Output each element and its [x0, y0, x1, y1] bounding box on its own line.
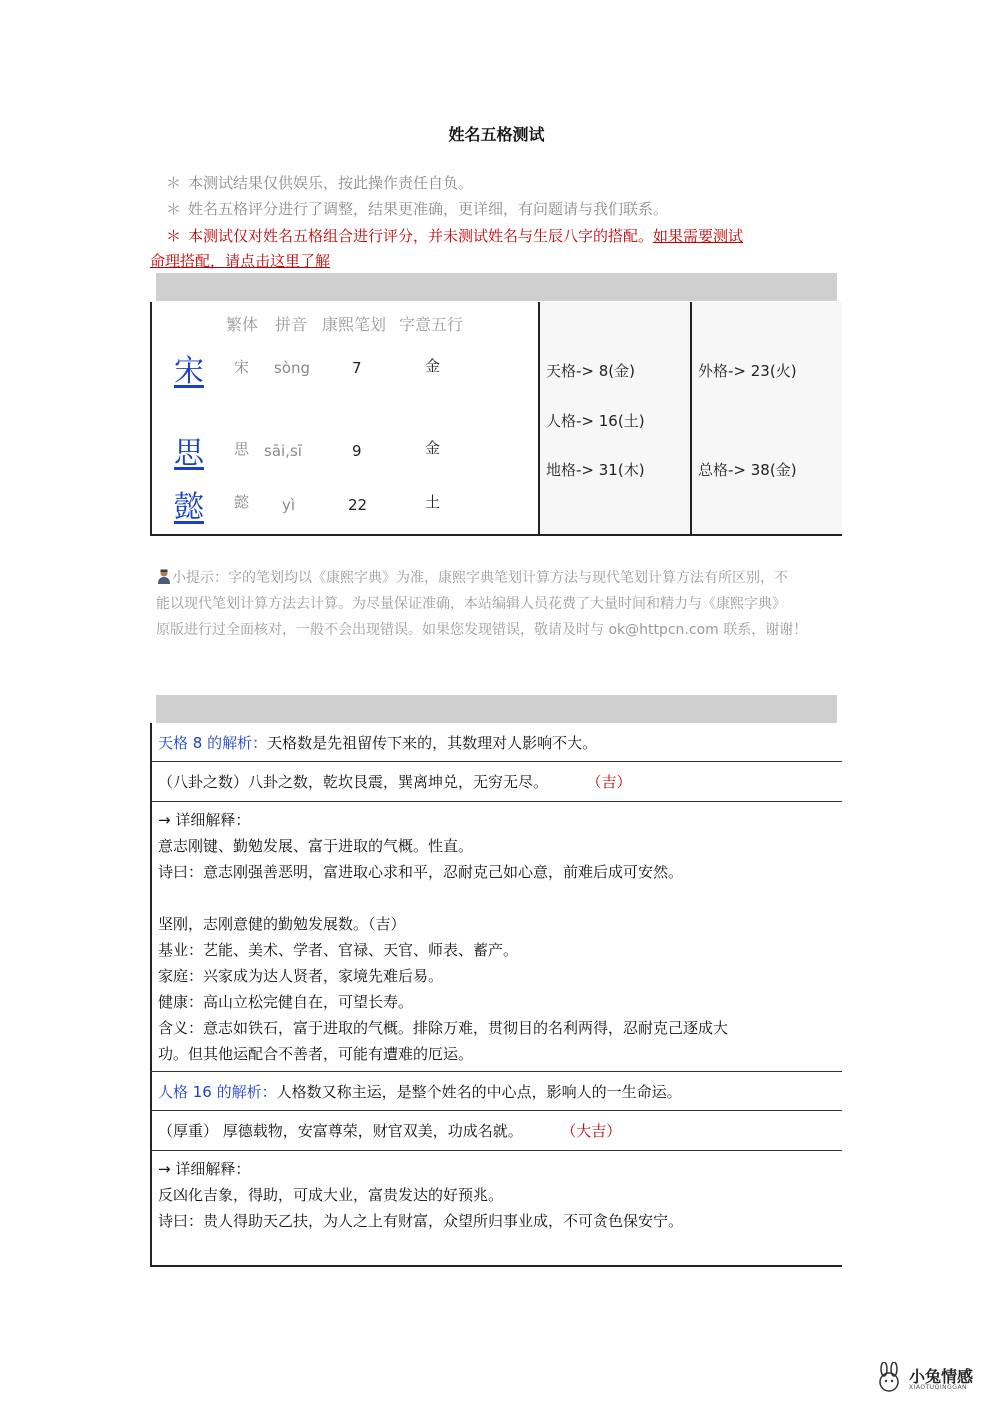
person-icon — [156, 567, 172, 583]
pinyin-1: sòng — [274, 359, 311, 377]
renge-detail-line: 诗曰：贵人得助天乙扶，为人之上有财富，众望所归事业成，不可贪色保安宁。 — [158, 1212, 684, 1230]
element-2: 金 — [425, 439, 441, 457]
divider — [150, 801, 842, 802]
result-header-bar — [156, 273, 837, 301]
renge-analysis-desc: 人格数又称主运，是整个姓名的中心点，影响人的一生命运。 — [276, 1083, 682, 1101]
warning-line-2 — [150, 250, 330, 271]
tiange-detail-line: 家庭：兴家成为达人贤者，家境先难后易。 — [158, 967, 444, 985]
tiange-analysis-label: 天格 8 的解析： — [158, 734, 268, 752]
bazi-link-part2[interactable]: 命理搭配，请点击这里了解 — [150, 252, 331, 270]
renge-detail-line: 反凶化吉象，得助，可成大业，富贵发达的好预兆。 — [158, 1186, 504, 1204]
table-divider-1 — [538, 302, 540, 536]
header-traditional: 繁体 — [226, 315, 259, 334]
tiange-analysis-row — [158, 732, 597, 753]
header-element: 字意五行 — [399, 315, 464, 334]
table-border-left — [150, 302, 152, 536]
trad-char-3: 懿 — [234, 493, 250, 511]
analysis-header-bar — [156, 695, 837, 723]
table-border-bottom — [150, 534, 842, 536]
strokes-3: 22 — [348, 496, 368, 514]
tip-line-1 — [156, 565, 838, 591]
note-text: 本测试结果仅供娱乐，按此操作责任自负。 — [188, 174, 474, 192]
dige-value: 地格-> 31(木) — [546, 461, 645, 479]
name-strokes-table — [150, 302, 842, 536]
element-1: 金 — [425, 357, 441, 375]
brand-subtitle: XIAOTUQINGGAN — [909, 1384, 968, 1391]
analysis-border-bottom — [150, 1265, 842, 1267]
note-text: 姓名五格评分进行了调整，结果更准确，更详细，有问题请与我们联系。 — [188, 200, 669, 218]
element-3: 土 — [425, 493, 441, 511]
divider — [150, 1110, 842, 1111]
tiange-detail-line: 意志刚键、勤勉发展、富于进取的气概。性直。 — [158, 837, 474, 855]
analysis-table — [150, 723, 842, 1267]
table-divider-2 — [690, 302, 692, 536]
name-char-2[interactable]: 思 — [174, 436, 204, 471]
header-strokes: 康熙笔划 — [322, 315, 387, 334]
brand-name: 小兔情感 — [909, 1367, 974, 1386]
tiange-analysis-desc: 天格数是先祖留传下来的，其数理对人影响不大。 — [267, 734, 598, 752]
divider — [150, 1150, 842, 1151]
trad-char-1: 宋 — [234, 358, 250, 376]
warning-star: ＊ — [166, 227, 182, 245]
tiange-detail — [158, 807, 834, 1067]
name-char-3[interactable]: 懿 — [174, 490, 204, 525]
tiange-detail-line: 诗曰：意志刚强善恶明，富进取心求和平，忍耐克己如心意，前难后成可安然。 — [158, 863, 684, 881]
note-1 — [166, 172, 473, 193]
strokes-1: 7 — [352, 359, 362, 377]
divider — [150, 1071, 842, 1072]
renge-value: 人格-> 16(土) — [546, 412, 645, 430]
tiange-detail-head: → 详细解释： — [158, 811, 251, 829]
trad-char-2: 思 — [234, 440, 250, 458]
tip-text-1: 小提示：字的笔划均以《康熙字典》为准，康熙字典笔划计算方法与现代笔划计算方法有所区别，不 — [172, 570, 788, 586]
name-char-1[interactable]: 宋 — [174, 354, 204, 389]
warning-text: 本测试仅对姓名五格组合进行评分，并未测试姓名与生辰八字的搭配。 — [188, 227, 654, 245]
renge-analysis-label: 人格 16 的解析： — [158, 1083, 277, 1101]
tiange-summary-row — [158, 771, 632, 792]
tiange-detail-line: 功。但其他运配合不善者，可能有遭难的厄运。 — [158, 1045, 474, 1063]
renge-summary: （厚重） 厚德载物，安富尊荣，财官双美，功成名就。 — [158, 1122, 523, 1140]
tip-text-2: 能以现代笔划计算方法去计算。为尽量保证准确，本站编辑人员花费了大量时间和精力与《康熙字典》 — [156, 596, 786, 612]
tiange-detail-blank — [158, 885, 834, 911]
renge-luck: （大吉） — [568, 1122, 622, 1140]
tip-text-3: 原版进行过全面核对，一般不会出现错误。如果您发现错误，敬请及时与 ok@httpcn.com 联系，谢谢！ — [156, 622, 808, 638]
pinyin-3: yì — [282, 496, 296, 514]
tiange-detail-line: 含义：意志如铁石，富于进取的气概。排除万难，贯彻目的名利两得，忍耐克己逐成大 — [158, 1019, 729, 1037]
tiange-detail-line: 坚刚，志刚意健的勤勉发展数。（吉） — [158, 915, 406, 933]
note-star: ＊ — [166, 200, 182, 218]
waige-value: 外格-> 23(火) — [698, 362, 797, 380]
brand-watermark — [873, 1362, 983, 1396]
tiange-summary: （八卦之数）八卦之数，乾坎艮震，巽离坤兑，无穷无尽。 — [158, 773, 549, 791]
warning-line — [166, 225, 743, 246]
tiange-detail-line: 健康：高山立松完健自在，可望长寿。 — [158, 993, 414, 1011]
renge-summary-row — [158, 1120, 621, 1141]
analysis-border-left — [150, 723, 152, 1267]
note-2 — [166, 198, 668, 219]
header-pinyin: 拼音 — [275, 315, 308, 334]
tiange-detail-line: 基业：艺能、美术、学者、官禄、天官、师表、蓄产。 — [158, 941, 519, 959]
note-star: ＊ — [166, 174, 182, 192]
tiange-luck: （吉） — [594, 773, 632, 791]
renge-detail-head: → 详细解释： — [158, 1160, 251, 1178]
zongge-value: 总格-> 38(金) — [698, 461, 797, 479]
divider — [150, 761, 842, 762]
tip-box — [156, 565, 838, 643]
tiange-value: 天格-> 8(金) — [546, 362, 635, 380]
pinyin-2: sāi,sī — [264, 442, 302, 460]
renge-analysis-row — [158, 1081, 682, 1102]
page-title: 姓名五格测试 — [448, 125, 545, 144]
renge-detail — [158, 1156, 834, 1234]
bazi-link-part1[interactable]: 如果需要测试 — [653, 227, 744, 245]
strokes-2: 9 — [352, 442, 362, 460]
rabbit-logo-icon — [873, 1362, 905, 1398]
